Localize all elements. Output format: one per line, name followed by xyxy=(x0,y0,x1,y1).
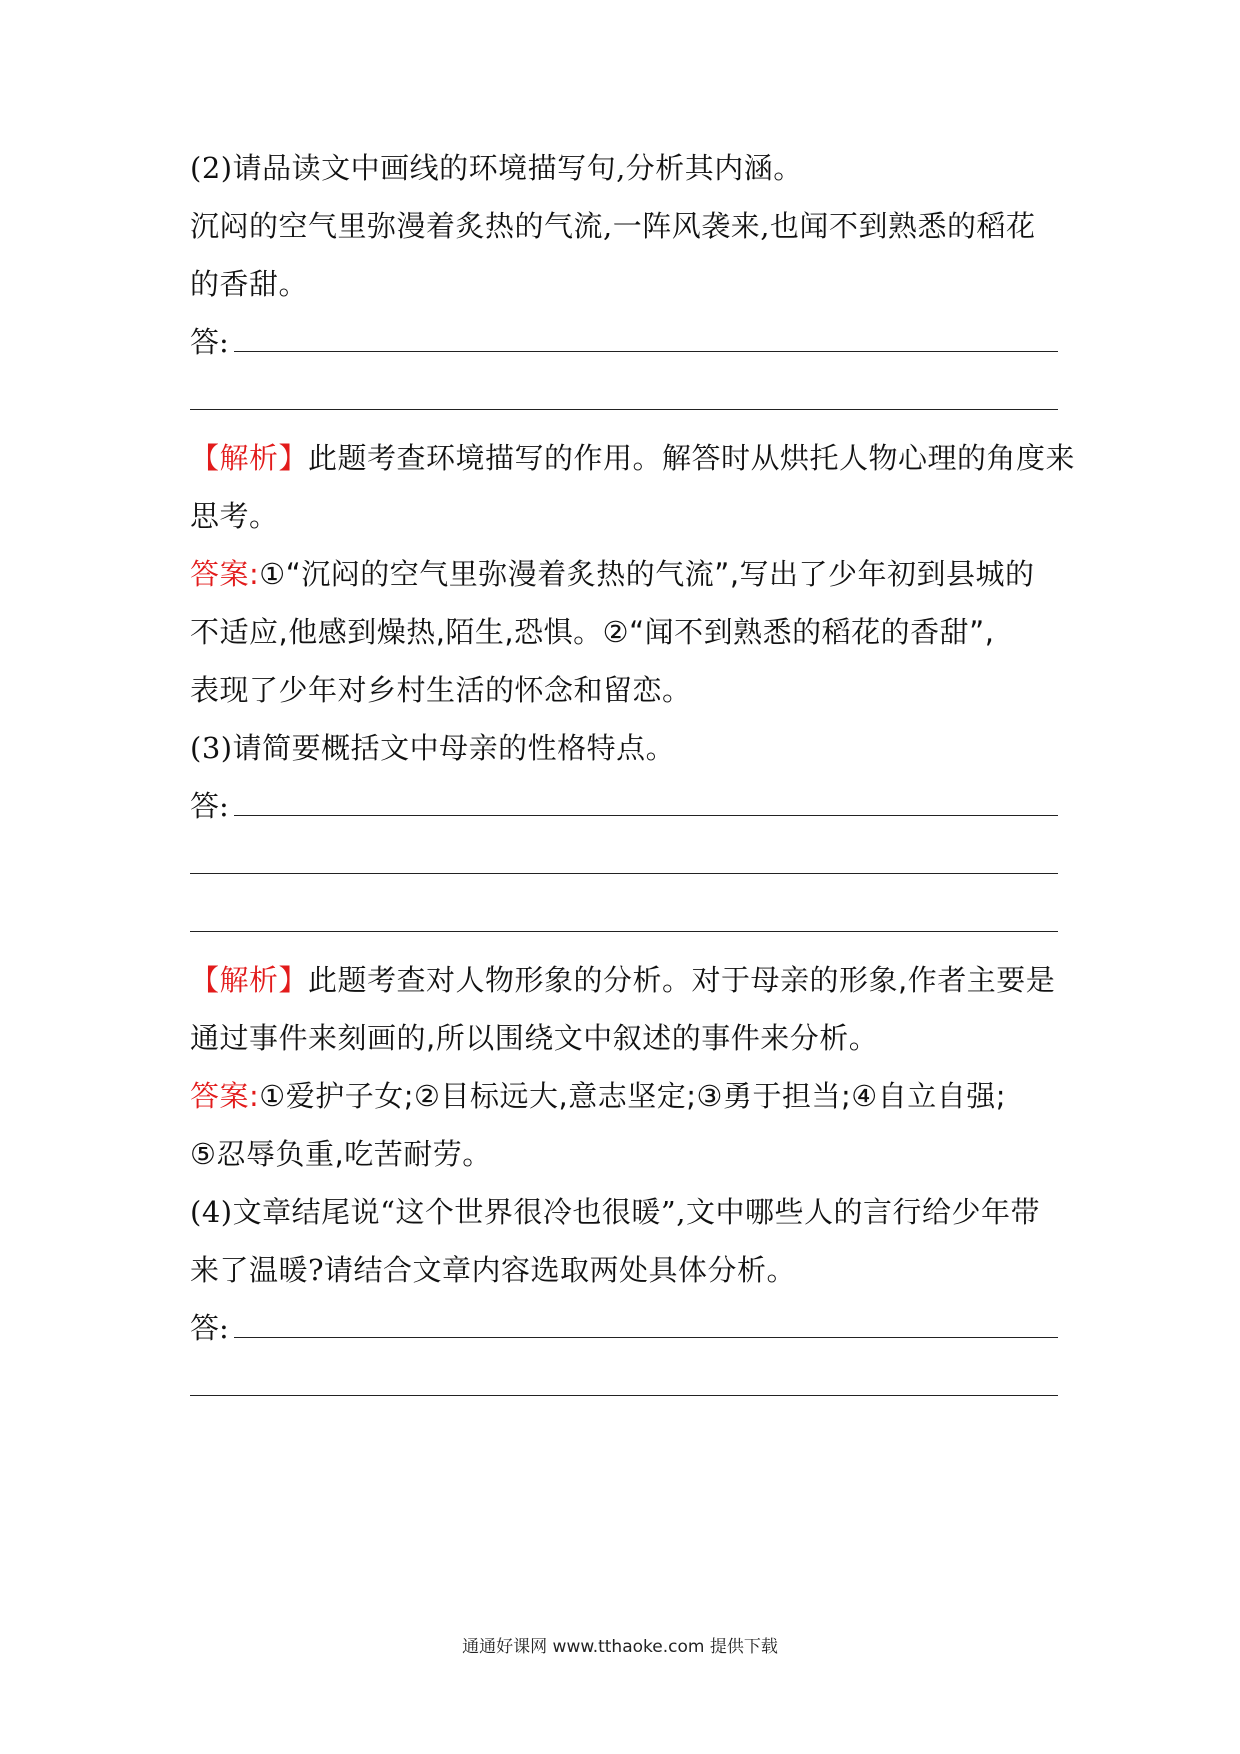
answer-label: 答: xyxy=(190,1311,229,1345)
answer-text: ①爱护子女;②目标远大,意志坚定;③勇于担当;④自立自强; xyxy=(259,1079,1007,1113)
question-2-answer-cont-2: 表现了少年对乡村生活的怀念和留恋。 xyxy=(190,673,692,707)
answer-blank xyxy=(234,1337,1058,1338)
analysis-text: 此题考查环境描写的作用。解答时从烘托人物心理的角度来 xyxy=(308,441,1076,475)
answer-label: 答: xyxy=(190,325,229,359)
answer-text: ①“沉闷的空气里弥漫着炙热的气流”,写出了少年初到县城的 xyxy=(259,557,1035,591)
question-2-quote: 沉闷的空气里弥漫着炙热的气流,一阵风袭来,也闻不到熟悉的稻花 xyxy=(190,209,1036,243)
question-3-answer-line[interactable] xyxy=(190,786,1058,826)
analysis-tag: 【解析】 xyxy=(190,963,309,997)
question-2-quote-cont: 的香甜。 xyxy=(190,267,309,301)
question-3-answer-line-2[interactable] xyxy=(190,844,1058,884)
question-2-answer-cont: 不适应,他感到燥热,陌生,恐惧。②“闻不到熟悉的稻花的香甜”, xyxy=(190,615,995,649)
answer-blank xyxy=(234,351,1058,352)
answer-blank xyxy=(234,815,1058,816)
page-footer: 通通好课网 www.tthaoke.com 提供下载 xyxy=(462,1637,778,1657)
analysis-tag: 【解析】 xyxy=(190,441,309,475)
question-4-prompt-cont: 来了温暖?请结合文章内容选取两处具体分析。 xyxy=(190,1253,797,1287)
answer-tag: 答案: xyxy=(190,557,260,591)
answer-blank xyxy=(190,1395,1058,1396)
question-3-analysis xyxy=(190,960,1060,1000)
analysis-text: 此题考查对人物形象的分析。对于母亲的形象,作者主要是 xyxy=(308,963,1056,997)
question-2-analysis xyxy=(190,438,1076,478)
question-2-prompt: (2)请品读文中画线的环境描写句,分析其内涵。 xyxy=(190,151,803,185)
question-2-answer xyxy=(190,554,1060,594)
question-2-analysis-cont: 思考。 xyxy=(190,499,279,533)
question-4-answer-line[interactable] xyxy=(190,1308,1058,1348)
question-2-answer-line-2[interactable] xyxy=(190,380,1058,420)
question-4-answer-line-2[interactable] xyxy=(190,1366,1058,1406)
question-4-prompt: (4)文章结尾说“这个世界很冷也很暖”,文中哪些人的言行给少年带 xyxy=(190,1195,1040,1229)
answer-label: 答: xyxy=(190,789,229,823)
question-3-prompt: (3)请简要概括文中母亲的性格特点。 xyxy=(190,731,676,765)
question-3-answer-cont: ⑤忍辱负重,吃苦耐劳。 xyxy=(190,1137,492,1171)
answer-blank xyxy=(190,873,1058,874)
question-3-analysis-cont: 通过事件来刻画的,所以围绕文中叙述的事件来分析。 xyxy=(190,1021,879,1055)
question-3-answer-line-3[interactable] xyxy=(190,902,1058,942)
answer-blank xyxy=(190,931,1058,932)
answer-tag: 答案: xyxy=(190,1079,260,1113)
question-2-answer-line[interactable] xyxy=(190,322,1058,362)
answer-blank xyxy=(190,409,1058,410)
question-3-answer xyxy=(190,1076,1060,1116)
